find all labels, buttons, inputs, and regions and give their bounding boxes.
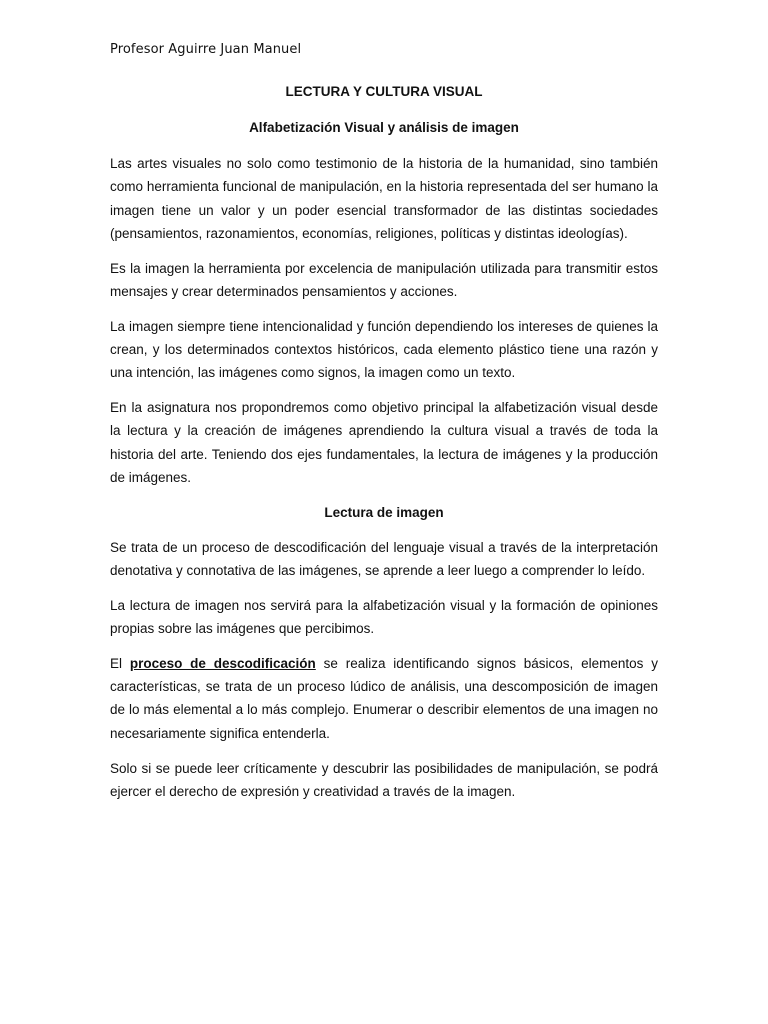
section-heading: Lectura de imagen xyxy=(324,504,444,520)
paragraph-emphasis xyxy=(110,652,658,745)
paragraph: En la asignatura nos propondremos como objetivo principal la alfabetización visual desde la lectura y la creación de imágenes aprendiendo la cultura visual a través de toda la historia del arte. Teniendo dos ejes fundamentales, la lectura de imágenes y la producción de imágenes. xyxy=(110,400,658,486)
paragraph: La lectura de imagen nos servirá para la alfabetización visual y la formación de opiniones propias sobre las imágenes que percibimos. xyxy=(110,597,658,637)
paragraph-emphasis-after: se realiza identificando signos básicos, elementos y características, se trata de un proceso lúdico de análisis, una descomposición de imagen de lo más elemental a lo más complejo. Enumerar o describir elementos de una imagen no necesariamente significa entenderla. xyxy=(110,655,658,741)
emphasis-term: proceso de descodificación xyxy=(129,655,316,671)
paragraph: La imagen siempre tiene intencionalidad y función dependiendo los intereses de quienes la crean, y los determinados contextos históricos, cada elemento plástico tiene una razón y una intención, las imágenes como signos, la imagen como un texto. xyxy=(110,318,658,381)
document-title: LECTURA Y CULTURA VISUAL xyxy=(285,84,483,99)
paragraph-emphasis-before: El xyxy=(110,655,130,671)
paragraph: Se trata de un proceso de descodificación del lenguaje visual a través de la interpretación denotativa y connotativa de las imágenes, se aprende a leer luego a comprender lo leído. xyxy=(110,539,658,578)
document-header: Profesor Aguirre Juan Manuel xyxy=(110,42,302,57)
document-body xyxy=(110,152,658,815)
paragraph-final: Solo si se puede leer críticamente y descubrir las posibilidades de manipulación, se podrá ejercer el derecho de expresión y creatividad a través de la imagen. xyxy=(110,760,658,799)
document-subtitle: Alfabetización Visual y análisis de imagen xyxy=(249,120,519,135)
paragraph: Es la imagen la herramienta por excelencia de manipulación utilizada para transmitir estos mensajes y crear determinados pensamientos y acciones. xyxy=(110,260,658,299)
paragraph: Las artes visuales no solo como testimonio de la historia de la humanidad, sino también como herramienta funcional de manipulación, en la historia representada del ser humano la imagen tiene un valor y un poder esencial transformador de las distintas sociedades (pensamientos, razonamientos, economías, religiones, políticas y distintas ideologías). xyxy=(110,156,658,241)
